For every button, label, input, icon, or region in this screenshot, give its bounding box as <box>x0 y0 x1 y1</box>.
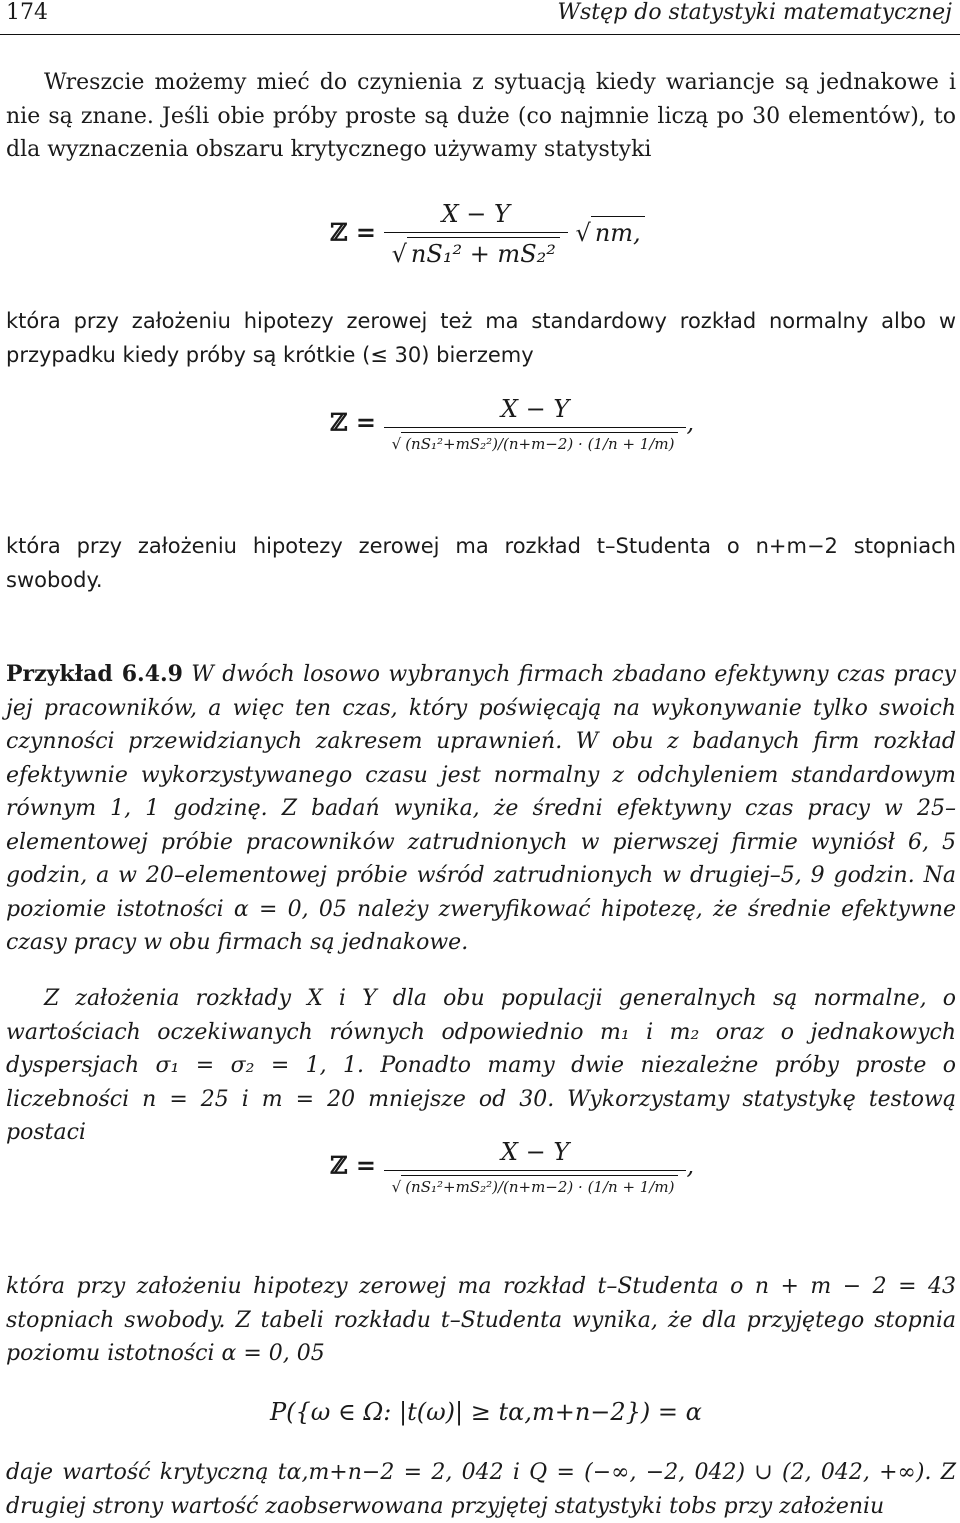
eq3-fraction <box>384 1138 687 1196</box>
example-block <box>6 658 956 960</box>
paragraph-5: która przy założeniu hipotezy zerowej ma rozkład t–Studenta o n + m − 2 = 43 stopniach swobody. Z tabeli rozkładu t–Studenta wynika, że dla przyjętego stopnia poziomu istotności α = 0, 05 <box>6 1274 956 1366</box>
eq1-tail: √ nm, <box>576 219 645 247</box>
eq2-lhs: ℤ = <box>330 407 376 437</box>
running-title: Wstęp do statystyki matematycznej <box>557 0 952 25</box>
equation-2 <box>330 395 694 453</box>
eq2-numerator: X − Y <box>500 395 570 423</box>
eq2-tail: , <box>686 408 695 437</box>
page-number: 174 <box>6 0 48 25</box>
page-header <box>0 0 960 34</box>
paragraph-1: Wreszcie możemy mieć do czynienia z sytuacją kiedy wariancje są jednakowe i nie są znane. Jeśli obie próby proste są duże (co najmnie liczą po 30 elementów), to dla wyznaczenia obszaru krytycznego używamy statystyki <box>6 70 956 162</box>
eq1-fraction <box>384 200 568 268</box>
equation-4: P({ω ∈ Ω: |t(ω)| ≥ tα,m+n−2}) = α <box>270 1398 702 1426</box>
example-label: Przykład 6.4.9 <box>6 661 183 687</box>
equation-1 <box>330 200 645 268</box>
eq1-numerator: X − Y <box>441 200 510 228</box>
eq1-lhs: ℤ = <box>330 217 376 247</box>
eq3-numerator: X − Y <box>500 1138 570 1166</box>
eq3-tail: , <box>686 1151 695 1180</box>
eq2-denominator: √ (nS₁²+mS₂²)/(n+m−2) · (1/n + 1/m) <box>384 427 687 453</box>
paragraph-6: daje wartość krytyczną tα,m+n−2 = 2, 042 i Q = (−∞, −2, 042) ∪ (2, 042, +∞). Z drugiej strony wartość zaobserwowana przyjętej statystyki tobs przy założeniu <box>6 1460 956 1519</box>
paragraph-4: Z założenia rozkłady X i Y dla obu populacji generalnych są normalne, o wartościach oczekiwanych równych odpowiednio m₁ i m₂ oraz o jednakowych dyspersjach σ₁ = σ₂ = 1, 1. Ponadto mamy dwie niezależne próby proste o liczebności n = 25 i m = 20 mniejsze od 30. Wykorzystamy statystykę testową postaci <box>6 986 956 1145</box>
eq3-lhs: ℤ = <box>330 1150 376 1180</box>
eq2-fraction <box>384 395 687 453</box>
header-rule <box>0 34 960 35</box>
example-text: W dwóch losowo wybranych firmach zbadano efektywny czas pracy jej pracowników, a więc ten czas, który poświęcają na wykonywanie tylko swoich czynności przewidzianych zakresem uprawnień. W obu z badanych firm rozkład efektywnie wykorzystywanego czasu jest normalny z odchyleniem standardowym równym 1, 1 godzinę. Z badań wynika, że średni efektywny czas pracy w 25–elementowej próbie pracowników zatrudnionych w pierwszej firmie wyniósł 6, 5 godzin, a w 20–elementowej próbie wśród zatrudnionych w drugiej–5, 9 godzin. Na poziomie istotności α = 0, 05 należy zweryfikować hipotezę, że średnie efektywne czasy pracy w obu firmach są jednakowe. <box>6 662 956 955</box>
eq1-denominator: √ nS₁² + mS₂² <box>384 232 568 268</box>
eq3-denominator: √ (nS₁²+mS₂²)/(n+m−2) · (1/n + 1/m) <box>384 1170 687 1196</box>
equation-3 <box>330 1138 694 1196</box>
paragraph-3: która przy założeniu hipotezy zerowej ma rozkład t–Studenta o n+m−2 stopniach swobody. <box>6 534 956 592</box>
paragraph-2: która przy założeniu hipotezy zerowej też ma standardowy rozkład normalny albo w przypadku kiedy próby są krótkie (≤ 30) bierzemy <box>6 309 956 367</box>
